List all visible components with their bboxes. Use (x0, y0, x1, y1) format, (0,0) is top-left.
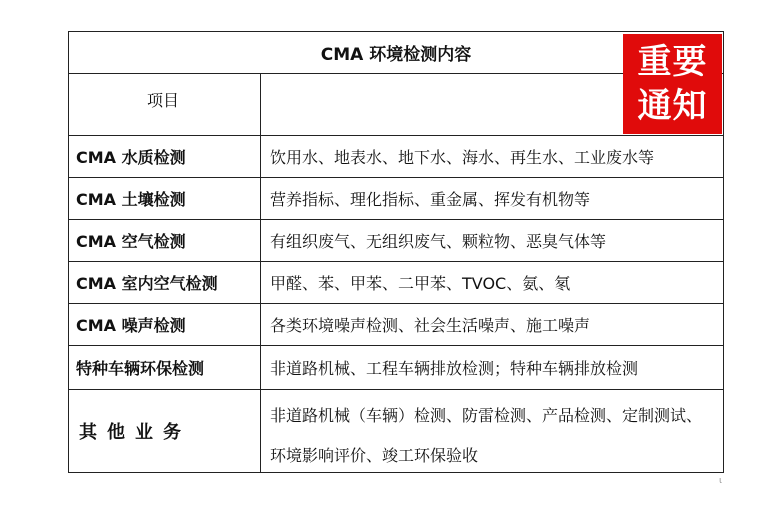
table-row (69, 261, 723, 303)
row-item: CMA 室内空气检测 (69, 262, 261, 303)
row-item: 其他业务 (69, 390, 261, 472)
row-content: 饮用水、地表水、地下水、海水、再生水、工业废水等 (270, 148, 655, 167)
row-content: 营养指标、理化指标、重金属、挥发有机物等 (270, 190, 591, 209)
notice-line-1: 重要 (637, 42, 708, 82)
table-row (69, 135, 723, 177)
corner-mark: ι (719, 476, 723, 486)
header-item-label: 项目 (69, 74, 261, 135)
row-item: CMA 空气检测 (69, 220, 261, 261)
table-row (69, 345, 723, 389)
table-row (69, 303, 723, 345)
row-content: 非道路机械（车辆）检测、防雷检测、产品检测、定制测试、环境影响评价、竣工环保验收 (270, 406, 703, 465)
row-item: CMA 土壤检测 (69, 178, 261, 219)
row-item: CMA 水质检测 (69, 136, 261, 177)
row-content: 非道路机械、工程车辆排放检测；特种车辆排放检测 (270, 359, 639, 378)
table-row (69, 177, 723, 219)
table-title: CMA 环境检测内容 (320, 45, 472, 65)
row-item: CMA 噪声检测 (69, 304, 261, 345)
notice-line-2: 通知 (637, 86, 708, 126)
row-content: 甲醛、苯、甲苯、二甲苯、TVOC、氨、氡 (270, 274, 571, 293)
row-content: 各类环境噪声检测、社会生活噪声、施工噪声 (270, 316, 591, 335)
row-content: 有组织废气、无组织废气、颗粒物、恶臭气体等 (270, 232, 607, 251)
important-notice-badge (623, 34, 722, 134)
table-row (69, 219, 723, 261)
row-item: 特种车辆环保检测 (69, 346, 261, 389)
table-row (69, 389, 723, 472)
